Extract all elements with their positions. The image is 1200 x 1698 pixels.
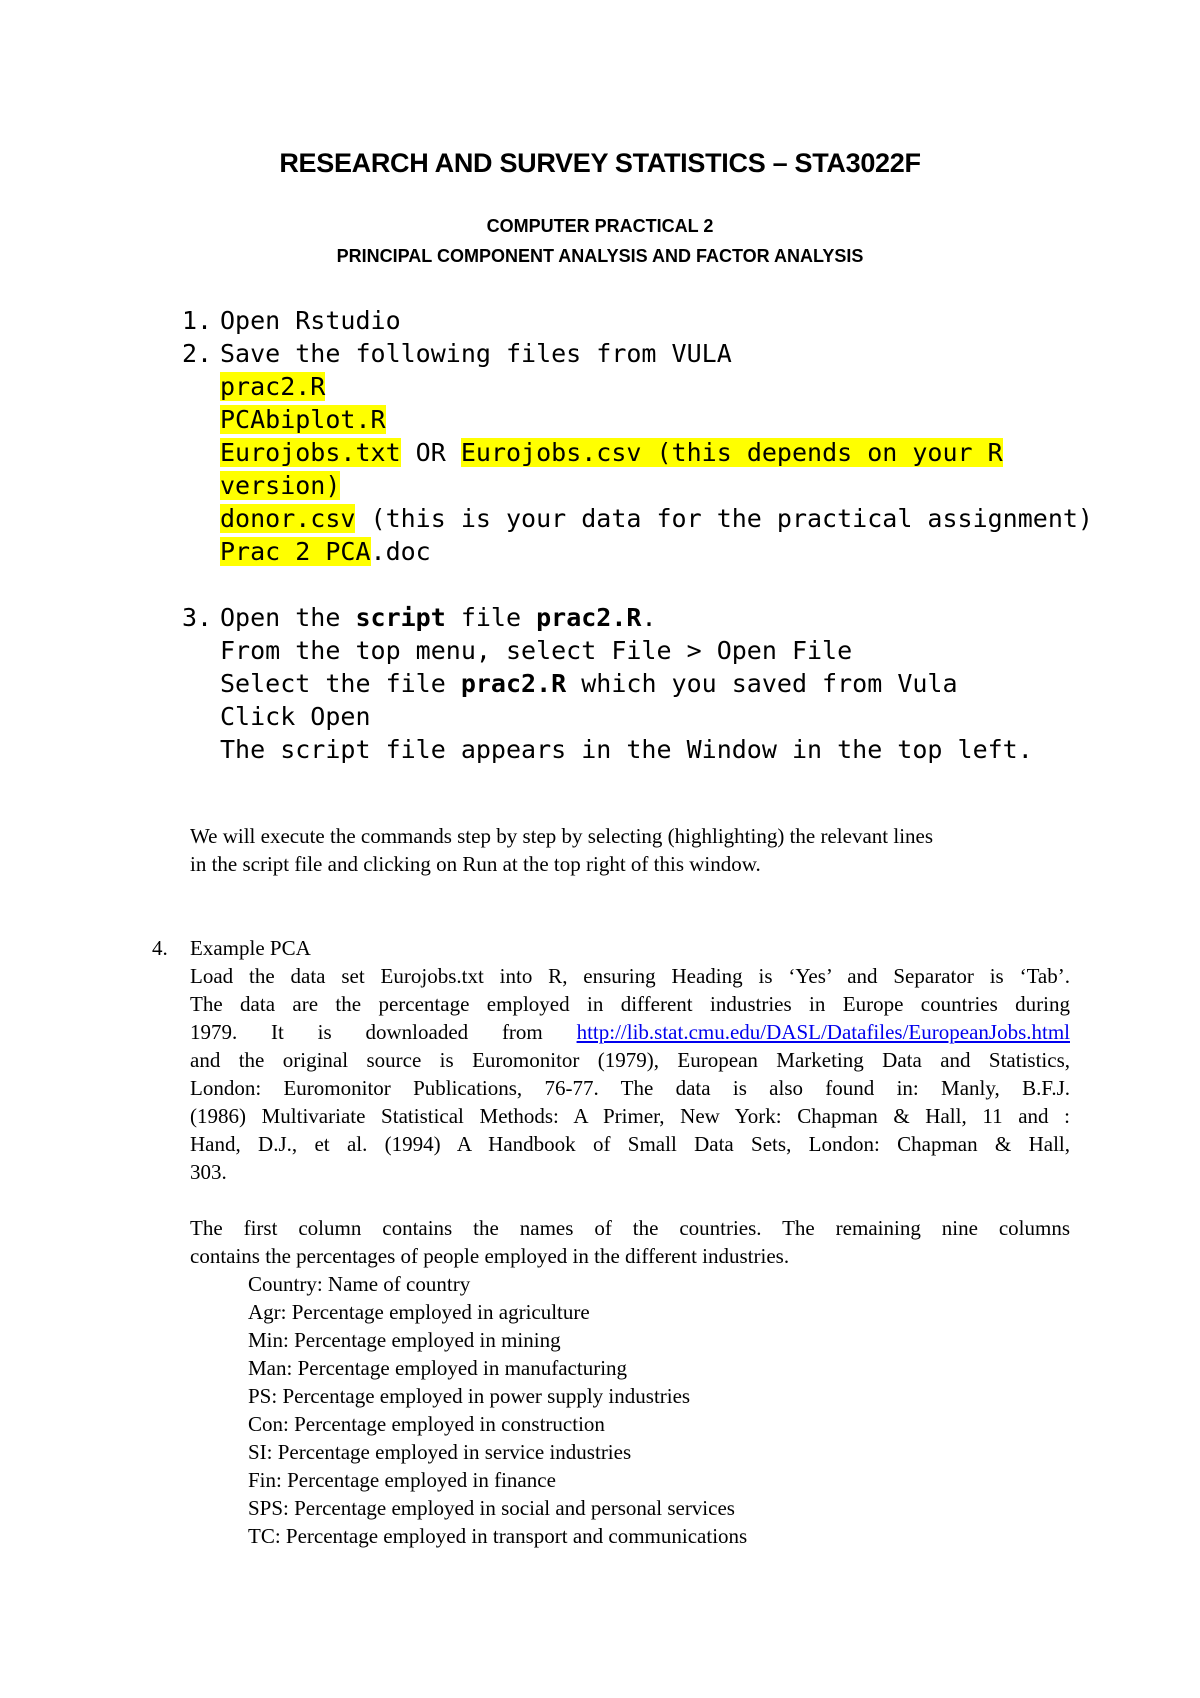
file-item — [220, 535, 431, 568]
step-3-line-2: From the top menu, select File > Open File — [220, 636, 853, 665]
donor-note: (this is your data for the practical assignment) — [355, 504, 1093, 533]
file-pcabiplot-r: PCAbiplot.R — [220, 405, 386, 434]
european-jobs-link[interactable]: http://lib.stat.cmu.edu/DASL/Datafiles/EuropeanJobs.html — [576, 1020, 1070, 1044]
variable-item: Fin: Percentage employed in finance — [248, 1468, 556, 1492]
file-item — [220, 502, 1093, 535]
variable-item: Con: Percentage employed in construction — [248, 1412, 605, 1436]
file-item — [220, 436, 1003, 469]
document-title: RESEARCH AND SURVEY STATISTICS – STA3022F — [279, 148, 921, 178]
doc-extension: .doc — [370, 537, 431, 566]
p1-line: Hand, D.J., et al. (1994) A Handbook of Small Data Sets, London: Chapman & Hall, — [190, 1132, 1070, 1156]
step-1-number: 1. — [182, 306, 213, 335]
step-3-text: Open the — [220, 603, 356, 632]
step-2-text: Save the following files from VULA — [220, 339, 732, 368]
variable-item: Country: Name of country — [248, 1272, 471, 1296]
file-item — [220, 403, 386, 436]
step-1-text: Open Rstudio — [220, 306, 401, 335]
p1-line: Load the data set Eurojobs.txt into R, ensuring Heading is ‘Yes’ and Separator is ‘Tab’. — [190, 964, 1070, 988]
script-bold: script — [355, 603, 446, 632]
variable-item: Man: Percentage employed in manufacturing — [248, 1356, 628, 1380]
variable-item: Agr: Percentage employed in agriculture — [248, 1300, 590, 1324]
step-3-line-3 — [220, 667, 958, 700]
file-prac2-pca: Prac 2 PCA — [220, 537, 371, 566]
instructions-line-2: in the script file and clicking on Run at the top right of this window. — [190, 852, 761, 876]
or-text: OR — [400, 438, 461, 467]
step-3-number: 3. — [182, 603, 213, 632]
step-3-text: which you saved from Vula — [566, 669, 958, 698]
step-3-text: Select the file — [220, 669, 461, 698]
prac2-r-bold: prac2.R — [536, 603, 642, 632]
p1-line: The data are the percentage employed in different industries in Europe countries during — [190, 992, 1070, 1016]
step-3-line-5: The script file appears in the Window in the top left. — [220, 735, 1033, 764]
file-eurojobs-csv-cont: version) — [220, 471, 341, 500]
file-eurojobs-csv: Eurojobs.csv (this depends on your R — [460, 438, 1003, 467]
step-3-line-1 — [220, 601, 657, 634]
p1-line: 303. — [190, 1160, 227, 1184]
practical-subtitle: COMPUTER PRACTICAL 2 — [486, 216, 714, 236]
file-eurojobs-txt: Eurojobs.txt — [220, 438, 401, 467]
p1-line: London: Euromonitor Publications, 76-77. The data is also found in: Manly, B.F.J. — [190, 1076, 1070, 1100]
step-2-number: 2. — [182, 339, 213, 368]
step-3-text: file — [445, 603, 537, 632]
file-prac2-r: prac2.R — [220, 372, 326, 401]
p2-line: The first column contains the names of the countries. The remaining nine columns — [190, 1216, 1070, 1240]
p1-line: (1986) Multivariate Statistical Methods: A Primer, New York: Chapman & Hall, 11 and : — [190, 1104, 1070, 1128]
step-4-heading: Example PCA — [190, 936, 311, 960]
step-3-line-4: Click Open — [220, 702, 371, 731]
topic-subtitle: PRINCIPAL COMPONENT ANALYSIS AND FACTOR ANALYSIS — [336, 246, 864, 266]
variable-item: PS: Percentage employed in power supply industries — [248, 1384, 691, 1408]
prac2-r-bold: prac2.R — [460, 669, 567, 698]
variable-item: Min: Percentage employed in mining — [248, 1328, 561, 1352]
instructions-line-1: We will execute the commands step by step by selecting (highlighting) the relevant lines — [190, 824, 934, 848]
variable-item: SI: Percentage employed in service industries — [248, 1440, 632, 1464]
variable-item: SPS: Percentage employed in social and personal services — [248, 1496, 735, 1520]
p1-text: 1979. It is downloaded from — [190, 1020, 577, 1044]
p1-line — [190, 1018, 1070, 1046]
p2-line: contains the percentages of people employed in the different industries. — [190, 1244, 790, 1268]
variable-item: TC: Percentage employed in transport and communications — [248, 1524, 748, 1548]
file-item — [220, 370, 325, 403]
file-item — [220, 469, 340, 502]
step-4-number: 4. — [152, 936, 168, 960]
file-donor-csv: donor.csv — [220, 504, 356, 533]
p1-line: and the original source is Euromonitor (1979), European Marketing Data and Statistics, — [190, 1048, 1070, 1072]
step-3-text: . — [641, 603, 657, 632]
